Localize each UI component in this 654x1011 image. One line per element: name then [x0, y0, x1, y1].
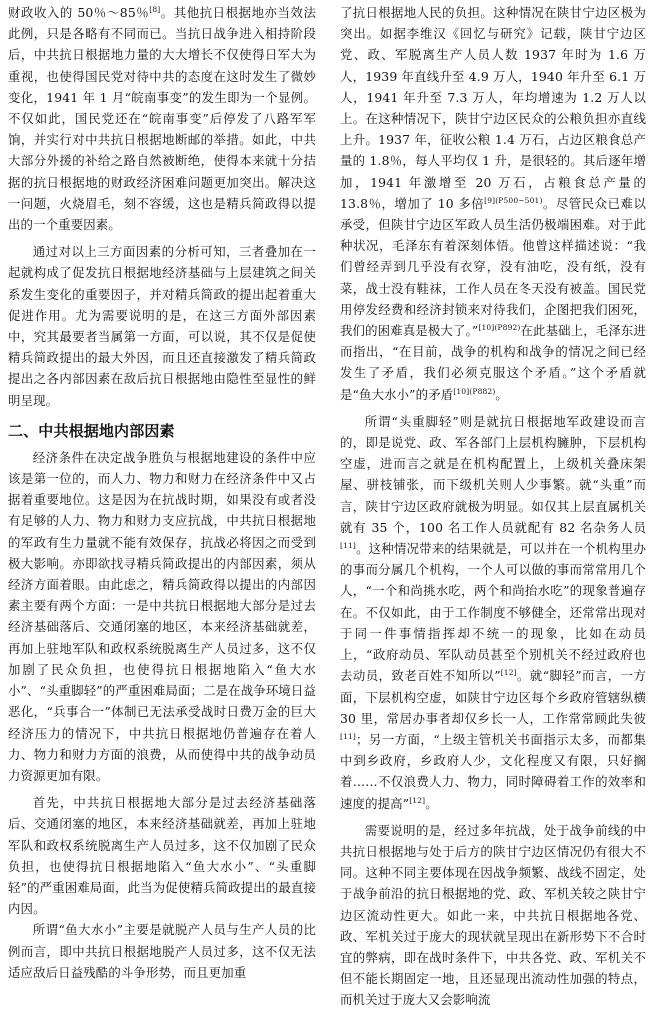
paragraph-text: 。这种情况带来的结果就是，可以并在一个机构里办的事而分属几个机构，一个人可以做的事而常常用几个人，“一个和尚挑水吃，两个和尚抬水吃”的现象普遍存在。不仅如此，由于工作制度不够健全，还常常出现对于同一件事情指挥却不统一的现象，比如在动员上，“政府动员、军队动员甚至个别机关不经过政府也去动员，致老百姓不知所以”: [340, 541, 646, 684]
citation-ref: [12]: [409, 795, 426, 805]
citation-ref: [11]: [340, 540, 356, 550]
paragraph-text: 。: [425, 795, 438, 811]
paragraph-text: 。: [495, 386, 508, 402]
paragraph-text: 在此基础上，毛泽东进而指出，“在目前，战争的机构和战争的情况之间已经发生了矛盾，我们必须克服这个矛盾。”这个矛盾就是“鱼大水小”的矛盾: [340, 323, 647, 402]
paragraph: 需要说明的是，经过多年抗战，处于战争前线的中共抗日根据地与处于后方的陕甘宁边区情况仍有很大不同。这种不同主要体现在因战争频繁、战线不固定，处于战争前沿的抗日根据地的党、政、军机关较之陕甘宁边区流动性更大。如此一来，中共抗日根据地各党、政、军机关过于庞大的现状就呈现出在新形势下不合时宜的弊病，即在战时条件下，中共各党、政、军机关不但不能长期固定一地，且还显现出流动性加强的特点，而机关过于庞大又会影响流: [340, 822, 646, 1008]
paragraph: [340, 411, 646, 814]
paragraph-text: ；另一方面，“上级主管机关书面指示太多，而都集中到乡政府，乡政府人少，文化程度又有限，只好搁着……不仅浪费人力、物力，同时障碍着工作的效率和速度的提高”: [340, 731, 646, 811]
paragraph-text: 。其他抗日根据地亦当效法此例，只是各略有不同而已。当抗日战争进入相持阶段后，中共抗日根据地力量的大大增长不仅使得日军大为重视，也使得国民党对待中共的态度在这时发生了微妙变化，1941 年 1 月“皖南事变”的发生即为一个显例。不仅如此，国民党还在“皖南事变”后停发了八路军军饷，并实行对中共抗日根据地断邮的举措。如此，中共大部分外援的补给之路自然被断绝，使得本来就十分拮据的抗日根据地的财政经济困难问题更加突出。解决这一问题，火烧眉毛，刻不容缓，这也是精兵简政得以提出的一个重要因素。: [8, 5, 316, 233]
right-column: [340, 2, 647, 1008]
paragraph: 首先，中共抗日根据地大部分是过去经济基础落后、交通闭塞的地区，本来经济基础就差，再加上驻地军队和政权系统脱离生产人员过多，这不仅加剧了民众负担，也使得抗日根据地陷入“鱼大水小”、“头重脚轻”的严重困难局面，此当为促使精兵简政提出的最直接内因。: [8, 795, 316, 917]
citation-ref: [9](P500~501): [484, 195, 543, 205]
section-heading: 二、中共根据地内部因素: [8, 421, 175, 440]
paragraph-text: 所谓“头重脚轻”则是就抗日根据地军政建设而言的，即是说党、政、军各部门上层机构臃肿，下层机构空虚，进而言之就是在机构配置上，上级机关叠床架屋、骈枝铺张，而下级机关则人少事繁。就“头重”而言，陕甘宁边区政府就极为明显。如仅其上层直属机关就有 35 个，100 名工作人员就配有 82 名杂务人员: [340, 413, 646, 535]
citation-ref: [11]: [340, 731, 356, 741]
citation-ref: [8]: [149, 4, 161, 14]
paragraph: 经济条件在决定战争胜负与根据地建设的条件中应该是第一位的，而人力、物力和财力在经济条件中又占据着重要地位。这是因为在抗战时期，如果没有或者没有足够的人力、物力和财力支应抗战，中共抗日根据地的军政有生力量就不能有效保存，抗战必将因之而受到极大影响。亦即欲找寻精兵简政提出的内部因素，须从经济方面着眼。由此虑之，精兵简政得以提出的内部因素主要有两个方面：一是中共抗日根据地大部分是过去经济基础落后、交通闭塞的地区，本来经济基础就差，再加上驻地军队和政权系统脱离生产人员过多，这不仅加剧了民众负担，也使得抗日根据地陷入“鱼大水小”、“头重脚轻”的严重困难局面；二是在战争环境日益恶化，“兵事合一”体制已无法承受战时日费万金的巨大经济压力的情况下，中共抗日根据地仍普遍存在着人力、物力和财力方面的浪费，从而使得中共的战争动员力资源更加有限。: [8, 449, 316, 783]
paragraph-text: 。尽管民众已难以承受，但陕甘宁边区军政人员生活仍极端困难。对于此种状况，毛泽东有着深刻体悟。他曾这样描述说：“我们曾经弄到几乎没有衣穿，没有油吃，没有纸，没有菜，战士没有鞋袜，工作人员在冬天没有被盖。国民党用停发经费和经济封锁来对待我们，企图把我们困死，我们的困难真是极大了。”: [340, 195, 646, 339]
paragraph-text: 了抗日根据地人民的负担。这种情况在陕甘宁边区极为突出。如据李维汉《回忆与研究》记载，陕甘宁边区党、政、军脱离生产人员人数 1937 年时为 1.6 万人，1939 年直线升至 4.9 万人，1940 年升至 6.1 万人，1941 年升至 7.3 万人，年均增速为 1.2 万人以上。在这种情况下，陕甘宁边区民众的公粮负担亦直线上升。1937 年，征收公粮 1.4 万石，占边区粮食总产量的 1.8％，每人平均仅 1 升，是很轻的。其后逐年增加，1941 年激增至 20 万石，占粮食总产量的 13.8％，增加了 10 多倍: [340, 5, 646, 211]
paragraph-text: 。就“脚轻”而言，一方面，下层机构空虚，如陕甘宁边区每个乡政府管辖纵横 30 里，常居办事者却仅乡长一人，工作常常顾此失彼: [340, 668, 646, 726]
citation-ref: [12]: [500, 668, 517, 678]
paragraph-text: 财政收入的 50％～85％: [8, 5, 150, 20]
citation-ref: [10](P882): [453, 386, 496, 396]
paragraph: 通过对以上三方面因素的分析可知，三者叠加在一起就构成了促发抗日根据地经济基础与上层建筑之间关系发生变化的重要因子，并对精兵简政的提出起着重大促进作用。尤为需要说明的是，在这三方面外部因素中，究其最要者当属第一方面，可以说，其不仅是促使精兵简政提出的最大外因，而且还直接激发了精兵简政提出之各内部因素在敌后抗日根据地由隐性至显性的鲜明呈现。: [8, 244, 316, 408]
left-column: [8, 2, 316, 980]
citation-ref: [10](P892): [478, 322, 521, 332]
paragraph: [8, 2, 316, 235]
paragraph: 所谓“鱼大水小”主要是就脱产人员与生产人员的比例而言，即中共抗日根据地脱产人员过多，这不仅无法适应敌后日益残酷的斗争形势，而且更加重: [8, 922, 316, 980]
paragraph: [340, 2, 646, 405]
